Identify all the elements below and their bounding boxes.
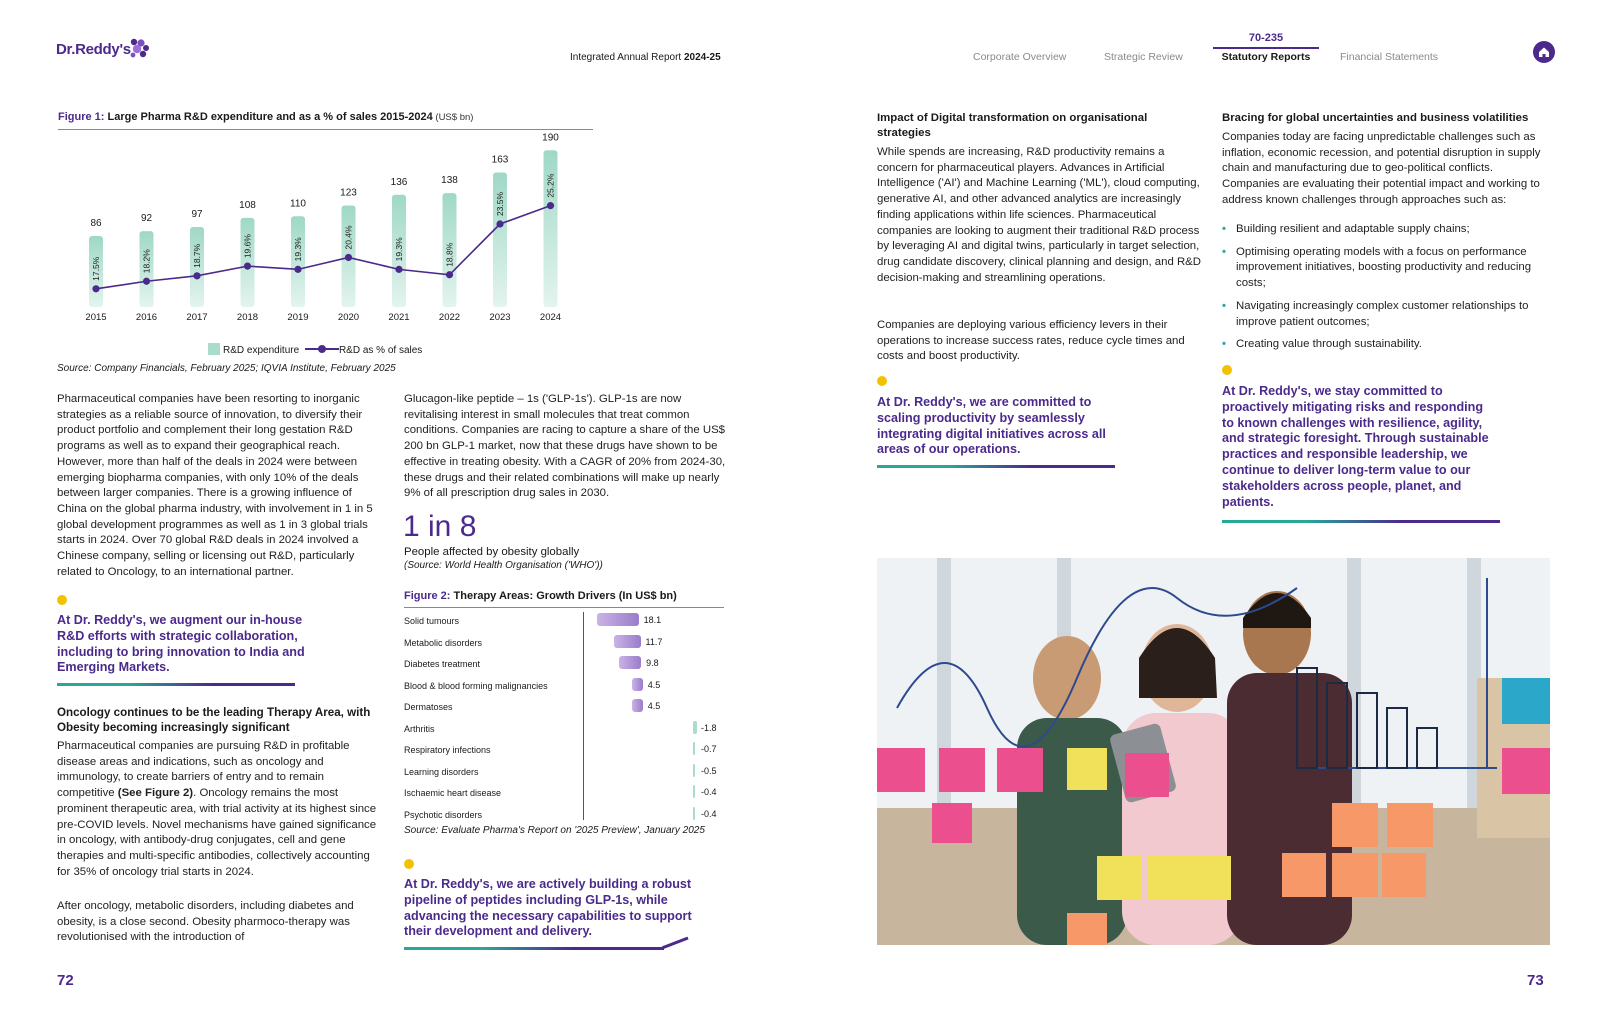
- line-pct-label: 20.4%: [343, 225, 354, 250]
- figure2-category-label: Diabetes treatment: [404, 659, 481, 669]
- x-tick-label: 2018: [236, 312, 259, 323]
- nav-statutory-reports[interactable]: [1213, 32, 1319, 64]
- nav-statutory-label: Statutory Reports: [1221, 51, 1311, 63]
- figure2-row: [404, 784, 734, 805]
- figure2-title: Figure 2: Therapy Areas: Growth Drivers (In US$ bn): [404, 590, 677, 602]
- figure2-row: [404, 677, 734, 698]
- figure2-bar: [597, 613, 639, 626]
- figure2-bar: [693, 764, 695, 777]
- figure2-source: Source: Evaluate Pharma's Report on '2025 Preview', January 2025: [404, 825, 705, 836]
- figure2-value-label: 18.1: [643, 615, 662, 625]
- home-icon: [1533, 41, 1555, 63]
- bar-value-label: 123: [340, 187, 357, 199]
- figure2-bar: [693, 721, 697, 734]
- list-item: • Navigating increasingly complex customer relationships to improve patient outcomes;: [1222, 299, 1557, 330]
- header: [0, 0, 1600, 80]
- figure2-title-rule: [404, 607, 724, 608]
- x-tick-label: 2023: [489, 312, 511, 323]
- figure2-value-label: 4.5: [647, 701, 661, 711]
- figure2-row: [404, 806, 734, 827]
- figure2-value-label: -0.4: [701, 787, 717, 797]
- figure2-category-label: Dermatoses: [404, 702, 453, 712]
- line-pct-label: 17.5%: [91, 256, 101, 281]
- bar-value-label: 86: [90, 218, 102, 230]
- bracing-heading: Bracing for global uncertainties and business volatilities: [1222, 112, 1529, 124]
- brand-logo[interactable]: [56, 41, 131, 65]
- line-point: [143, 278, 150, 285]
- line-pct-label: 19.3%: [394, 237, 404, 262]
- line-point: [496, 220, 503, 227]
- logo-mark-icon: [125, 37, 151, 61]
- bar-value-label: 190: [542, 132, 559, 144]
- line-pct-label: 18.8%: [444, 242, 455, 267]
- figure2-value-label: -0.4: [701, 808, 717, 819]
- bar-value-label: 163: [491, 154, 509, 166]
- legend-bar-swatch: [208, 343, 220, 355]
- line-pct-label: 25.2%: [545, 173, 556, 198]
- bar-value-label: 108: [239, 199, 256, 211]
- figure2-category-label: Arthritis: [404, 723, 435, 734]
- team-photo: [877, 558, 1550, 945]
- figure1-title-rule: [58, 129, 593, 130]
- obesity-stat-source: (Source: World Health Organisation ('WHO')): [404, 560, 603, 571]
- callout2-rule: [404, 947, 664, 950]
- nav-page-range: 70-235: [1248, 32, 1284, 44]
- figure2-category-label: Learning disorders: [404, 766, 479, 777]
- line-rnd-pct-sales: [96, 206, 551, 289]
- list-item: • Optimising operating models with a focus on performance improvement initiatives, boosting productivity and reducing costs;: [1222, 245, 1557, 292]
- home-button[interactable]: [1533, 41, 1555, 63]
- line-pct-label: 19.6%: [242, 234, 253, 259]
- line-point: [345, 254, 352, 261]
- bar-value-label: 138: [441, 175, 458, 187]
- team-photo-illustration: [877, 558, 1550, 945]
- x-tick-label: 2021: [388, 312, 410, 323]
- line-pct-label: 18.7%: [192, 243, 202, 268]
- line-point: [193, 272, 200, 279]
- inorganic-strategies-paragraph: Pharmaceutical companies have been resorting to inorganic strategies as a reliable source of innovation, to diversify their product portfolio and complement their long gestation R&D programs as well as to expand their geographical reach. However, more than half of the deals in 2024 were between emerging biopharma companies, with only 10% of the deals between larger companies. There is a growing influence of China on the global pharma industry, with involvement in 1 in 5 global development programmes as well as 1 in 3 global trials starts in 2024. Over 70 global R&D deals in 2024 involved a Chinese company, selling or licensing out R&D, particularly related to Oncology, to an international partner.: [57, 393, 373, 578]
- digital-paragraph-1: While spends are increasing, R&D productivity remains a concern for pharmaceutical players. Advances in Artificial Intelligence ('AI') and Machine Learning ('ML'), cloud computing, generative AI, and other advanced analytics are increasingly finding applications within life sciences. Pharmaceutical companies are looking to augment their traditional R&D process by leveraging AI and digital twins, particularly in target selection, drug candidate discovery, clinical planning and design, and R&D decision-making and streamlining operations.: [877, 146, 1201, 284]
- figure2-value-label: 9.8: [646, 658, 659, 668]
- figure2-value-label: -0.7: [701, 744, 717, 754]
- figure2-bar: [619, 656, 642, 669]
- callout2-rule-tail: [662, 936, 692, 950]
- list-item: • Building resilient and adaptable supply chains;: [1222, 222, 1557, 238]
- callout2-dot: [404, 859, 414, 869]
- line-point: [294, 266, 301, 273]
- line-pct-label: 18.2%: [141, 249, 152, 274]
- callout2-text: At Dr. Reddy's, we are actively building a robust pipeline of peptides including GLP-1s, while advancing the necessary capabilities to support their development and delivery.: [404, 877, 692, 939]
- figure2-bar: [632, 699, 642, 712]
- approaches-list: [1222, 222, 1557, 360]
- legend-line-swatch: [305, 344, 339, 354]
- figure2-value-label: -0.5: [701, 765, 717, 776]
- figure2-row: [404, 763, 734, 784]
- line-point: [547, 202, 554, 209]
- x-tick-label: 2019: [287, 312, 309, 323]
- figure1-legend: [208, 343, 422, 356]
- figure2-bar: [632, 678, 642, 691]
- callout4-text: At Dr. Reddy's, we stay committed to proactively mitigating risks and responding to known challenges with resilience, agility, and strategic foresight. Through sustainable practices and responsible leadership, we continue to deliver long-term value to our stakeholders across people, planet, and patients.: [1222, 384, 1489, 509]
- report-title: Integrated Annual Report 2024-25: [570, 52, 721, 63]
- nav-corporate-overview[interactable]: Corporate Overview: [973, 51, 1067, 63]
- callout4-rule: [1222, 520, 1500, 523]
- figure2-category-label: Ischaemic heart disease: [404, 788, 502, 798]
- figure2-value-label: -1.8: [701, 722, 717, 733]
- digital-heading: Impact of Digital transformation on organisational strategies: [877, 112, 1148, 139]
- figure2-category-label: Metabolic disorders: [404, 637, 483, 648]
- figure1-chart: [60, 132, 600, 342]
- figure2-chart: [404, 612, 734, 824]
- obesity-stat-value: 1 in 8: [403, 510, 477, 543]
- line-point: [395, 266, 402, 273]
- callout4-dot: [1222, 365, 1232, 375]
- glp1-paragraph: Glucagon-like peptide – 1s ('GLP-1s'). GLP-1s are now revitalising interest in small molecules that treat common conditions. Companies are racing to capture a share of the US$ 200 bn GLP-1 market, now that these drugs have shown to be effective in treating obesity. With a CAGR of 20% from 2024-30, these drugs and their related combinations will make up nearly 9% of all prescription drug sales in 2030.: [404, 393, 726, 500]
- callout1-dot: [57, 595, 67, 605]
- line-point: [92, 285, 99, 292]
- bar-value-label: 97: [191, 208, 203, 220]
- x-tick-label: 2022: [438, 312, 461, 323]
- figure2-row: [404, 655, 734, 676]
- callout3-rule: [877, 465, 1115, 468]
- x-tick-label: 2015: [85, 312, 107, 323]
- oncology-heading: Oncology continues to be the leading Therapy Area, with Obesity becoming increasingly significant: [57, 706, 371, 734]
- bar-value-label: 92: [140, 213, 153, 225]
- page-number-right: 73: [1527, 972, 1544, 989]
- legend-bar-label: R&D expenditure: [223, 345, 300, 356]
- nav-financial-statements[interactable]: Financial Statements: [1340, 51, 1439, 63]
- bracing-paragraph: Companies today are facing unpredictable challenges such as inflation, economic recession, and potential disruption in supply chain and manufacturing due to geo-political conflicts. Companies are evaluating their potential impact and working to address known challenges through approaches such as:: [1222, 131, 1541, 206]
- figure2-value-label: 4.5: [647, 679, 661, 690]
- figure2-bar: [614, 635, 641, 648]
- figure2-category-label: Respiratory infections: [404, 745, 491, 755]
- x-tick-label: 2024: [539, 312, 562, 323]
- metabolic-paragraph: After oncology, metabolic disorders, including diabetes and obesity, is a close second. Obesity pharmoco-therapy was revolutionised with the introduction of: [57, 900, 354, 944]
- page-number-left: 72: [57, 972, 74, 989]
- line-pct-label: 19.3%: [293, 237, 303, 262]
- x-tick-label: 2020: [337, 312, 360, 323]
- figure1-title: Figure 1: Large Pharma R&D expenditure and as a % of sales 2015-2024 (US$ bn): [58, 111, 474, 123]
- nav-strategic-review[interactable]: Strategic Review: [1104, 51, 1183, 63]
- x-tick-label: 2016: [135, 312, 158, 323]
- figure2-row: [404, 741, 734, 762]
- legend-line-label: R&D as % of sales: [338, 345, 423, 356]
- figure2-row: [404, 698, 734, 719]
- nav-active-rule: [1213, 47, 1319, 49]
- line-point: [446, 271, 453, 278]
- figure2-bar: [693, 807, 695, 820]
- callout3-dot: [877, 376, 887, 386]
- figure2-value-label: 11.7: [645, 636, 663, 647]
- figure2-row: [404, 612, 734, 633]
- list-item: • Creating value through sustainability.: [1222, 337, 1557, 353]
- figure1-source: Source: Company Financials, February 2025; IQVIA Institute, February 2025: [57, 363, 396, 374]
- callout3-text: At Dr. Reddy's, we are committed to scaling productivity by seamlessly integrating digital initiatives across all areas of our operations.: [877, 395, 1106, 457]
- figure2-category-label: Blood & blood forming malignancies: [404, 680, 548, 691]
- figure2-category-label: Psychotic disorders: [404, 809, 483, 820]
- bar-rnd-expenditure: [241, 218, 255, 307]
- obesity-stat-desc: People affected by obesity globally: [404, 546, 580, 558]
- callout1-rule: [57, 683, 295, 686]
- figure2-row: [404, 634, 734, 655]
- line-pct-label: 23.5%: [495, 191, 505, 217]
- figure2-category-label: Solid tumours: [404, 616, 460, 626]
- callout1-text: At Dr. Reddy's, we augment our in-house R&D efforts with strategic collaboration, including to bring innovation to India and Emerging Markets.: [57, 613, 305, 675]
- bar-value-label: 136: [390, 176, 408, 188]
- oncology-paragraph: Pharmaceutical companies are pursuing R&D in profitable disease areas and indications, such as oncology and immunology, to create barriers of entry and to remain competitive (See Figure 2). Oncology remains the most prominent therapeutic area, with trial activity at its highest since pre-COVID levels. Novel mechanisms have gained significance in oncology, with antibody-drug conjugates, cell and gene therapies and multi-specific antibodies, collectively accounting for 35% of oncology trial starts in 2024.: [57, 740, 377, 878]
- x-tick-label: 2017: [186, 312, 208, 323]
- logo-text: Dr.Reddy's: [56, 41, 131, 58]
- figure2-bar: [693, 785, 695, 798]
- figure2-row: [404, 720, 734, 741]
- digital-paragraph-2: Companies are deploying various efficiency levers in their operations to increase success rates, reduce cycle times and costs and boost productivity.: [877, 319, 1185, 363]
- line-point: [244, 263, 251, 270]
- bar-value-label: 110: [290, 198, 306, 210]
- figure2-bar: [693, 742, 695, 755]
